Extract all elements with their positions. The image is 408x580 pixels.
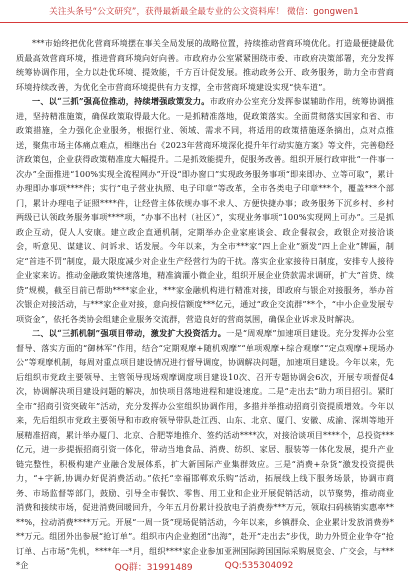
section-2-paragraph: [16, 326, 394, 573]
paragraph-text: ***市始终把优化营商环境摆在事关全局发展的战略位置，持续推动营商环境优化。打造最便捷最优质最高效营商环境，推进营商环境向好向善。市政府办公室紧紧围绕市委、市政府决策部署，充分发挥统筹协调作用，全力以赴优环境、提效能，千方百计促发展。推动政务公开、政务服务，助力全市营商环境持续改善，为优化全市营商环境提供有力支撑，全市营商环境建设实现“快车道”。: [16, 38, 394, 92]
section-heading: 二、以“三抓机制”强项目带动，激发扩大投资活力。: [32, 328, 227, 338]
qq-group-text: QQ群：31991489: [114, 562, 193, 573]
qq-text: QQ:535304092: [224, 561, 294, 571]
footer-contact: [0, 558, 408, 574]
paragraph-text: 市政府办公室充分发挥参谋辅助作用，统筹协调推进，坚持精准施策，确保政策取得最大化。一是抓精准落地，促政策落实。全面贯彻落实国家和省、市政策措施，全力强化企业服务，根据行业、领域、需求不同，将适用的政策措施逐条摘出，点对点推送，聚焦市场主体痛点难点，相继出台《2023年营商环境深化提升年行动实施方案》等文件，完善稳经济政策包，企业获得政策精准度大幅提升。二是抓效能提升，促服务改善。组织开展行政审批“一件事一次办”全面推进“100%实现全流程网办”开设“即办窗口”实现政务服务事项“即来即办、立等可取”，累计办理即办事项****件；实行“电子营业执照、电子印章”等改革，全市各类电子印章***个，覆盖***个部门，累计办理电子证照****件，让经营主体依规办事不求人、方便快捷办事；政务服务下沉乡村、乡村两级已认领政务服务事项****项，“办事不出村（社区）”，实现业务事项“100%实现网上可办”。三是抓政企互动，促人人安康。建立政企直通机制，定期举办企业家座谈会、政企餐叙会，政银企对接洽谈会，听意见、谋建议、问诉求、话发展。今年以来，为全市***家“四上企业”颁发“四上企业”牌匾，制定“首违不罚”制度，最大限度减少对企业生产经营行为的干扰。落实企业家接待日制度，安排专人接待企业家来访。推动金融政策快速落地，精准滴灌小微企业，组织开展企业贷款需求调研，扩大“首贷、续贷”规模，截至目前已帮助****家企业，***家金融机构进行精准对接，即政府与银企对接服务，举办首次银企对接活动，与***家企业对接，意向授信额度***亿元，通过“政企交流群”**个，“中小企业发展专项资金”，依托各类协会组建企业服务交流群，营造良好的营商氛围，确保企业诉求及时解决。: [16, 96, 394, 324]
paragraph-text: 一是“周观摩”加速项目建设。充分发挥办公室督导、落实方面的“御林军”作用，结合“定期观摩+随机观摩”“单项观摩+综合观摩”“定点观摩+现场办公”等观摩机制，每周对重点项目建设情况进行督导调度，协调解决问题，加速项目建设。今年以来，先后组织市党政主要领导、主管领导现场观摩调度项目建设10次、召开专题协调会6次，开展专项督促4次，协调解决项目建设问题的解决，加快项目落地进程和建设速度。二是“走出去”助力项目招引。紧盯全市“招商引资突破年”活动，充分发挥办公室组织协调作用，多措并举推动招商引资提质增效。今年以来，先后组织市党政主要领导和市政府领导带队赴江西、山东、北京、厦门、安徽、成渝、深圳等地开展精准招商，累计举办厦门、北京、合肥等地推介、签约活动****次，对接洽谈项目****个，总投资***亿元，进一步提振招商引资一体化，带动当地食品、消费、纺织、家居、服装等一体化发展，提升产业链完整性，积极构建产业融合发展体系，扩大新国际产业集群效应。三是“消费+杂货”激发投资提供力，“+字新,协调办好促消费活动。”依托“幸福邯郸欢乐购”活动，拓展线上线下服务场景，协调市商务、市场监督等部门，鼓励、引导全市餐饮、零售、用工业和企业开展促销活动，以节聚势，推动商业消费和接续市场，促进消费回暖回升，今年五月份累计投放电子消费券***万元，领取扫码核销实惠率****%，拉动消费****万元。开展“一周一货”现场促销活动，今年以来，乡镇群众、企业累计发放消费券***万元。组团外出参展“抢订单”。组织市内企业抱团“出海”，赴开“走出去”步伐，助力外贸企业争夺“抢订单、占市场”先机，****年一*月，组织****家企业参加亚洲国际跨国国际采购展览会、广交会，与****企: [16, 328, 394, 570]
section-heading: 一、以“三抓”强高位推动，持续增强政策发力。: [32, 96, 210, 106]
intro-paragraph: [16, 36, 394, 94]
section-1-paragraph: [16, 94, 394, 326]
document-body: [16, 36, 394, 573]
top-banner: 关注头条号“公文研究”，获得最新最全最专业的公文资料库！ 微信：gongwen1: [0, 0, 408, 23]
